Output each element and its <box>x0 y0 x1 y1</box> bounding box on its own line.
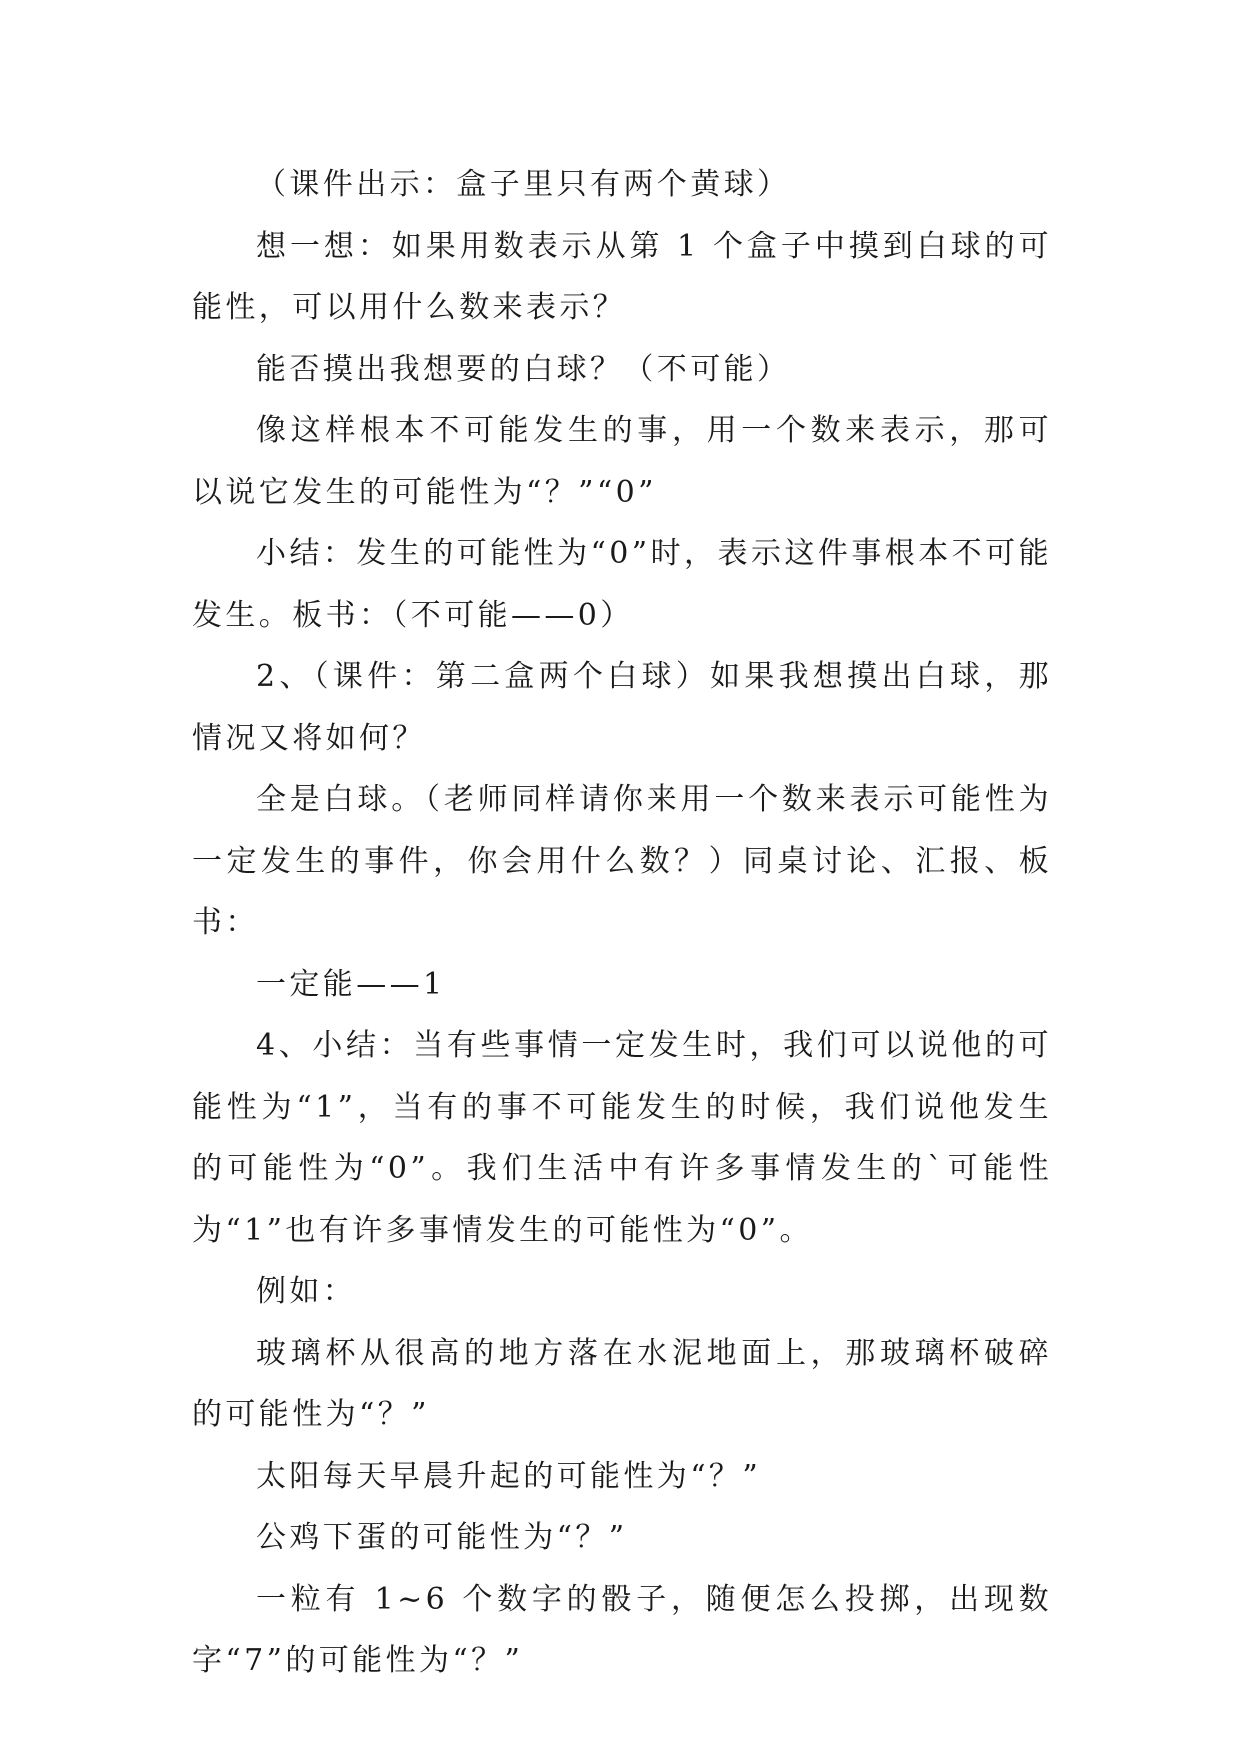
paragraph-summary-zero: 小结：发生的可能性为“0”时，表示这件事根本不可能发生。板书：（不可能——0） <box>192 536 1052 633</box>
paragraph-certain-one: 一定能——1 <box>256 966 446 1002</box>
paragraph-rooster-egg: 公鸡下蛋的可能性为“？” <box>256 1520 628 1555</box>
paragraph-impossible-event: 像这样根本不可能发生的事，用一个数来表示，那可以说它发生的可能性为“？”“0” <box>192 413 1052 510</box>
document-body <box>192 154 1052 1692</box>
paragraph-can-draw-white: 能否摸出我想要的白球？（不可能） <box>256 351 791 387</box>
paragraph-for-example: 例如： <box>256 1274 357 1309</box>
paragraph-dice-seven: 一粒有 1~6 个数字的骰子，随便怎么投掷，出现数字“7”的可能性为“？” <box>192 1581 1052 1678</box>
paragraph-think: 想一想：如果用数表示从第 1 个盒子中摸到白球的可能性，可以用什么数来表示？ <box>192 228 1052 325</box>
paragraph-summary-four: 4、小结：当有些事情一定发生时，我们可以说他的可能性为“1”，当有的事不可能发生的时候，我们说他发生的可能性为“0”。我们生活中有许多事情发生的`可能性为“1”也有许多事情发生的可能性为“0”。 <box>192 1028 1052 1248</box>
paragraph-courseware-box-yellow: （课件出示：盒子里只有两个黄球） <box>256 167 791 202</box>
paragraph-second-box: 2、（课件：第二盒两个白球）如果我想摸出白球，那情况又将如何？ <box>192 659 1052 756</box>
paragraph-all-white: 全是白球。（老师同样请你来用一个数来表示可能性为一定发生的事件，你会用什么数？）同桌讨论、汇报、板书： <box>192 782 1052 940</box>
paragraph-glass-cup: 玻璃杯从很高的地方落在水泥地面上，那玻璃杯破碎的可能性为“？” <box>192 1335 1052 1432</box>
paragraph-sun-rises: 太阳每天早晨升起的可能性为“？” <box>256 1458 762 1494</box>
